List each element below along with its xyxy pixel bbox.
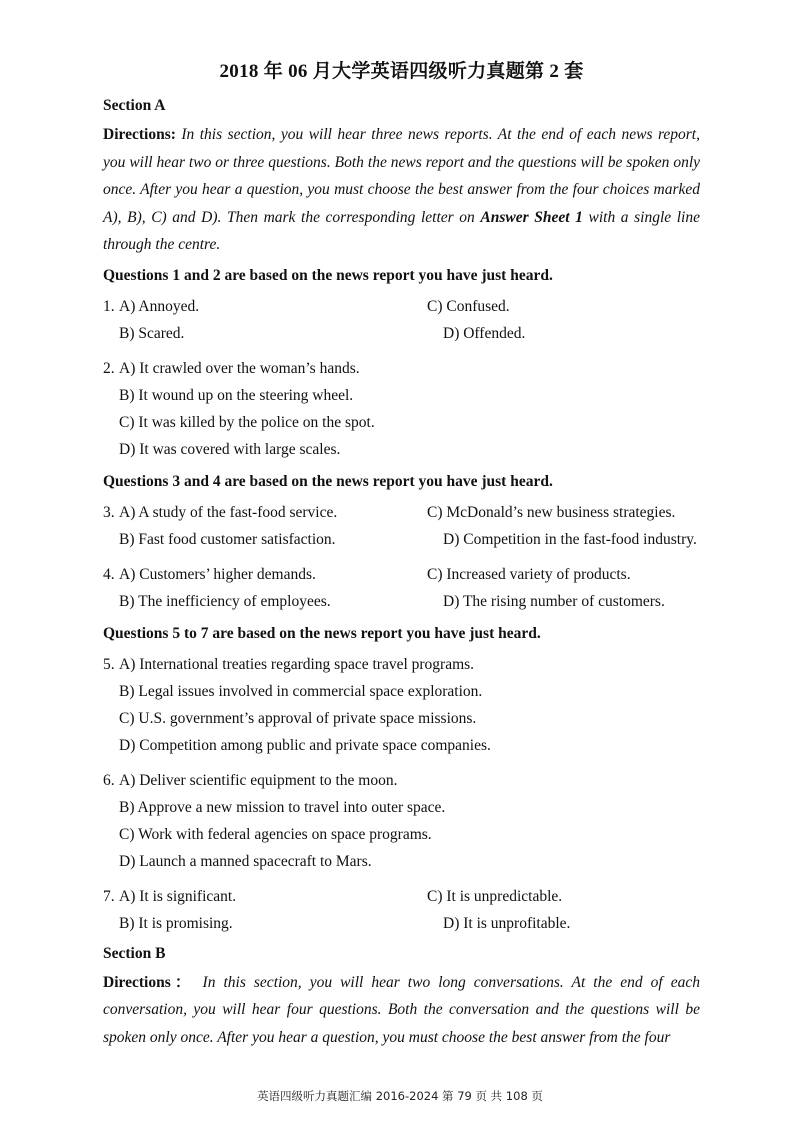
directions-text: In this section, you will hear two long conversations. At the end of each conversation, you will hear four questions. Both the conversation and the questions will be spoken only once. After you hear a question, you must choose the best answer from the four [103, 973, 701, 1046]
section-a-heading: Section A [103, 97, 166, 114]
option-a: A) Customers’ higher demands. [119, 565, 316, 583]
directions-text-end: with a single line through the centre. [103, 208, 700, 253]
directions-lead: Directions： [103, 973, 195, 991]
option-c: C) Increased variety of products. [427, 565, 631, 583]
option-c: C) It was killed by the police on the spot. [119, 413, 375, 431]
option-c: C) Confused. [427, 297, 510, 315]
question-4 [103, 561, 700, 615]
question-7 [103, 883, 700, 937]
option-b: B) Fast food customer satisfaction. [119, 530, 336, 548]
option-b: B) It is promising. [119, 914, 233, 932]
option-c: C) It is unpredictable. [427, 887, 563, 905]
section-a-directions [103, 121, 700, 259]
question-5 [103, 651, 700, 759]
option-a: A) International treaties regarding space travel programs. [119, 655, 475, 673]
question-1 [103, 293, 700, 347]
option-d: D) Competition among public and private space companies. [119, 736, 491, 754]
question-3 [103, 499, 700, 553]
section-b-heading: Section B [103, 944, 166, 962]
option-b: B) Approve a new mission to travel into outer space. [119, 798, 446, 816]
option-c: C) Work with federal agencies on space programs. [119, 825, 432, 843]
question-number: 4. [103, 565, 115, 583]
section-b-directions [103, 969, 700, 1052]
page-title: 2018 年 06 月大学英语四级听力真题第 2 套 [219, 61, 584, 82]
question-number: 1. [103, 297, 115, 315]
option-b: B) The inefficiency of employees. [119, 592, 331, 610]
option-a: A) It crawled over the woman’s hands. [119, 359, 360, 377]
option-a: A) Annoyed. [119, 297, 200, 315]
question-number: 5. [103, 655, 115, 673]
question-number: 2. [103, 359, 115, 377]
option-d: D) Competition in the fast-food industry. [443, 530, 697, 548]
option-c: C) U.S. government’s approval of private space missions. [119, 709, 477, 727]
question-number: 6. [103, 771, 115, 789]
option-a: A) It is significant. [119, 887, 237, 905]
option-a: A) A study of the fast-food service. [119, 503, 338, 521]
option-b: B) Legal issues involved in commercial space exploration. [119, 682, 483, 700]
option-d: D) It was covered with large scales. [119, 440, 341, 458]
option-a: A) Deliver scientific equipment to the moon. [119, 771, 398, 789]
question-number: 7. [103, 887, 115, 905]
question-group-3-heading: Questions 5 to 7 are based on the news report you have just heard. [103, 624, 541, 642]
option-d: D) Offended. [443, 324, 526, 342]
option-b: B) It wound up on the steering wheel. [119, 386, 354, 404]
option-b: B) Scared. [119, 324, 185, 342]
question-number: 3. [103, 503, 115, 521]
option-d: D) Launch a manned spacecraft to Mars. [119, 852, 372, 870]
question-2 [103, 355, 700, 463]
option-c: C) McDonald’s new business strategies. [427, 503, 676, 521]
answer-sheet-ref: Answer Sheet 1 [480, 208, 583, 226]
question-group-1-heading: Questions 1 and 2 are based on the news report you have just heard. [103, 266, 553, 284]
question-6 [103, 767, 700, 875]
directions-lead: Directions: [103, 126, 176, 143]
page-footer: 英语四级听力真题汇编 2016-2024 第 79 页 共 108 页 [257, 1089, 543, 1103]
option-d: D) The rising number of customers. [443, 592, 665, 610]
directions-text: In this section, you will hear three news reports. At the end of each news report, you will hear two or three questions. Both the news report and the questions will be spoken only once. After you hear a question, you must choose the best answer from the four choices marked A), B), C) and D). Then mark the corresponding letter on [103, 126, 700, 226]
option-d: D) It is unprofitable. [443, 914, 571, 932]
question-group-2-heading: Questions 3 and 4 are based on the news report you have just heard. [103, 472, 553, 490]
